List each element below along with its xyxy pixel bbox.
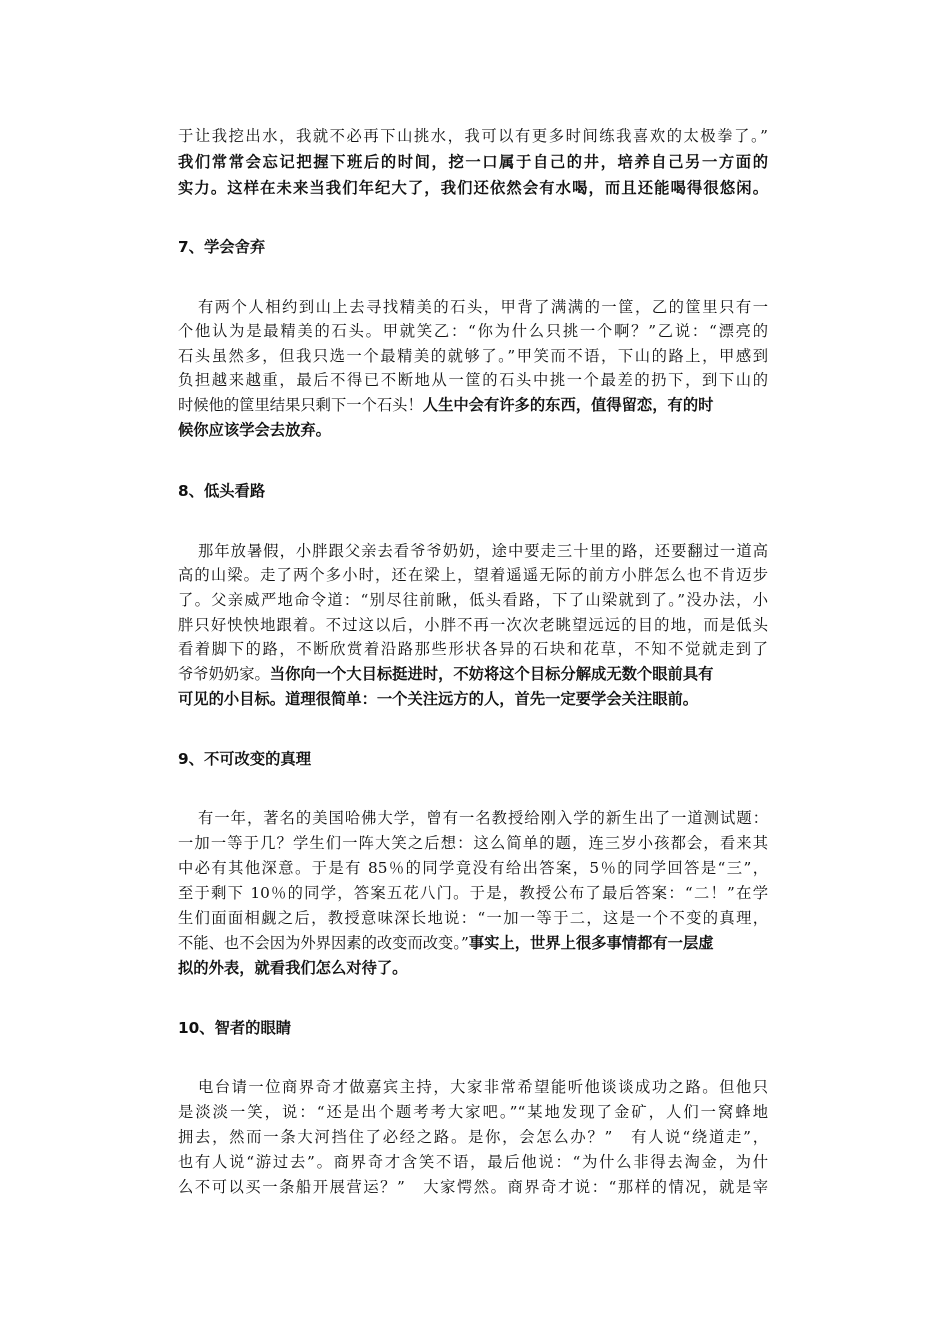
- paragraph-line: 胖只好怏怏地跟着。不过这以后，小胖不再一次次老眺望远远的目的地，而是低头: [178, 616, 768, 634]
- paragraph-line: 石头虽然多，但我只选一个最精美的就够了。”甲笑而不语，下山的路上，甲感到: [178, 347, 768, 365]
- paragraph-line: 拥去，然而一条大河挡住了必经之路。是你，会怎么办？” 有人说“绕道走”，: [178, 1128, 768, 1146]
- paragraph-line: 一加一等于几？学生们一阵大笑之后想：这么简单的题，连三岁小孩都会，看来其: [178, 834, 768, 852]
- paragraph-line: 个他认为是最精美的石头。甲就笑乙：“你为什么只挑一个啊？”乙说：“漂亮的: [178, 322, 768, 340]
- paragraph-line: 于让我挖出水，我就不必再下山挑水，我可以有更多时间练我喜欢的太极拳了。”: [178, 127, 768, 145]
- paragraph-line: 也有人说“游过去”。商界奇才含笑不语，最后他说：“为什么非得去淘金，为什: [178, 1153, 768, 1171]
- paragraph-line: [178, 662, 768, 686]
- bold-paragraph-text: 事实上，世界上很多事情都有一层虚: [468, 934, 714, 952]
- paragraph-text: 爷爷奶奶家。: [178, 665, 270, 683]
- paragraph-line: [178, 931, 768, 955]
- paragraph-line: 看着脚下的路，不断欣赏着沿路那些形状各异的石块和花草，不知不觉就走到了: [178, 640, 768, 658]
- paragraph-line: 至于剩下 10％的同学，答案五花八门。于是，教授公布了最后答案：“二！”在学: [178, 884, 768, 902]
- paragraph-text: 时候他的筐里结果只剩下一个石头！: [178, 396, 423, 414]
- paragraph-line: 生们面面相觑之后，教授意味深长地说：“一加一等于二，这是一个不变的真理，: [178, 909, 768, 927]
- bold-paragraph-text: 当你向一个大目标挺进时，不妨将这个目标分解成无数个眼前具有: [269, 665, 714, 683]
- paragraph-line: 是淡淡一笑，说：“还是出个题考考大家吧。”“某地发现了金矿，人们一窝蜂地: [178, 1103, 768, 1121]
- section-heading-8: 8、低头看路: [178, 482, 266, 500]
- bold-paragraph-text: 人生中会有许多的东西，值得留恋，有的时: [422, 396, 714, 414]
- bold-paragraph-line: 拟的外表，就看我们怎么对待了。: [178, 959, 408, 977]
- paragraph-text: 不能、也不会因为外界因素的改变而改变。”: [178, 934, 469, 952]
- section-heading-9: 9、不可改变的真理: [178, 750, 312, 768]
- bold-paragraph-line: 实力。这样在未来当我们年纪大了，我们还依然会有水喝，而且还能喝得很悠闲。: [178, 179, 768, 197]
- paragraph-line: 有两个人相约到山上去寻找精美的石头，甲背了满满的一筐，乙的筐里只有一: [198, 298, 768, 316]
- section-heading-10: 10、智者的眼睛: [178, 1019, 292, 1037]
- paragraph-line: [178, 393, 768, 417]
- paragraph-line: 有一年，著名的美国哈佛大学，曾有一名教授给刚入学的新生出了一道测试题：: [198, 809, 768, 827]
- paragraph-line: 那年放暑假，小胖跟父亲去看爷爷奶奶，途中要走三十里的路，还要翻过一道高: [198, 542, 768, 560]
- paragraph-line: 电台请一位商界奇才做嘉宾主持，大家非常希望能听他谈谈成功之路。但他只: [198, 1078, 768, 1096]
- bold-paragraph-line: 我们常常会忘记把握下班后的时间，挖一口属于自己的井，培养自己另一方面的: [178, 153, 768, 171]
- section-heading-7: 7、学会舍弃: [178, 238, 266, 256]
- paragraph-line: 么不可以买一条船开展营运？” 大家愕然。商界奇才说：“那样的情况，就是宰: [178, 1178, 768, 1196]
- paragraph-line: 负担越来越重，最后不得已不断地从一筐的石头中挑一个最差的扔下，到下山的: [178, 371, 768, 389]
- paragraph-line: 中必有其他深意。于是有 85％的同学竟没有给出答案，5％的同学回答是“三”，: [178, 859, 768, 877]
- bold-paragraph-line: 候你应该学会去放弃。: [178, 421, 331, 439]
- bold-paragraph-line: 可见的小目标。道理很简单：一个关注远方的人，首先一定要学会关注眼前。: [178, 690, 699, 708]
- paragraph-line: 了。父亲威严地命令道：“别尽往前瞅，低头看路，下了山梁就到了。”没办法，小: [178, 591, 768, 609]
- paragraph-line: 高的山梁。走了两个多小时，还在梁上，望着遥遥无际的前方小胖怎么也不肯迈步: [178, 566, 768, 584]
